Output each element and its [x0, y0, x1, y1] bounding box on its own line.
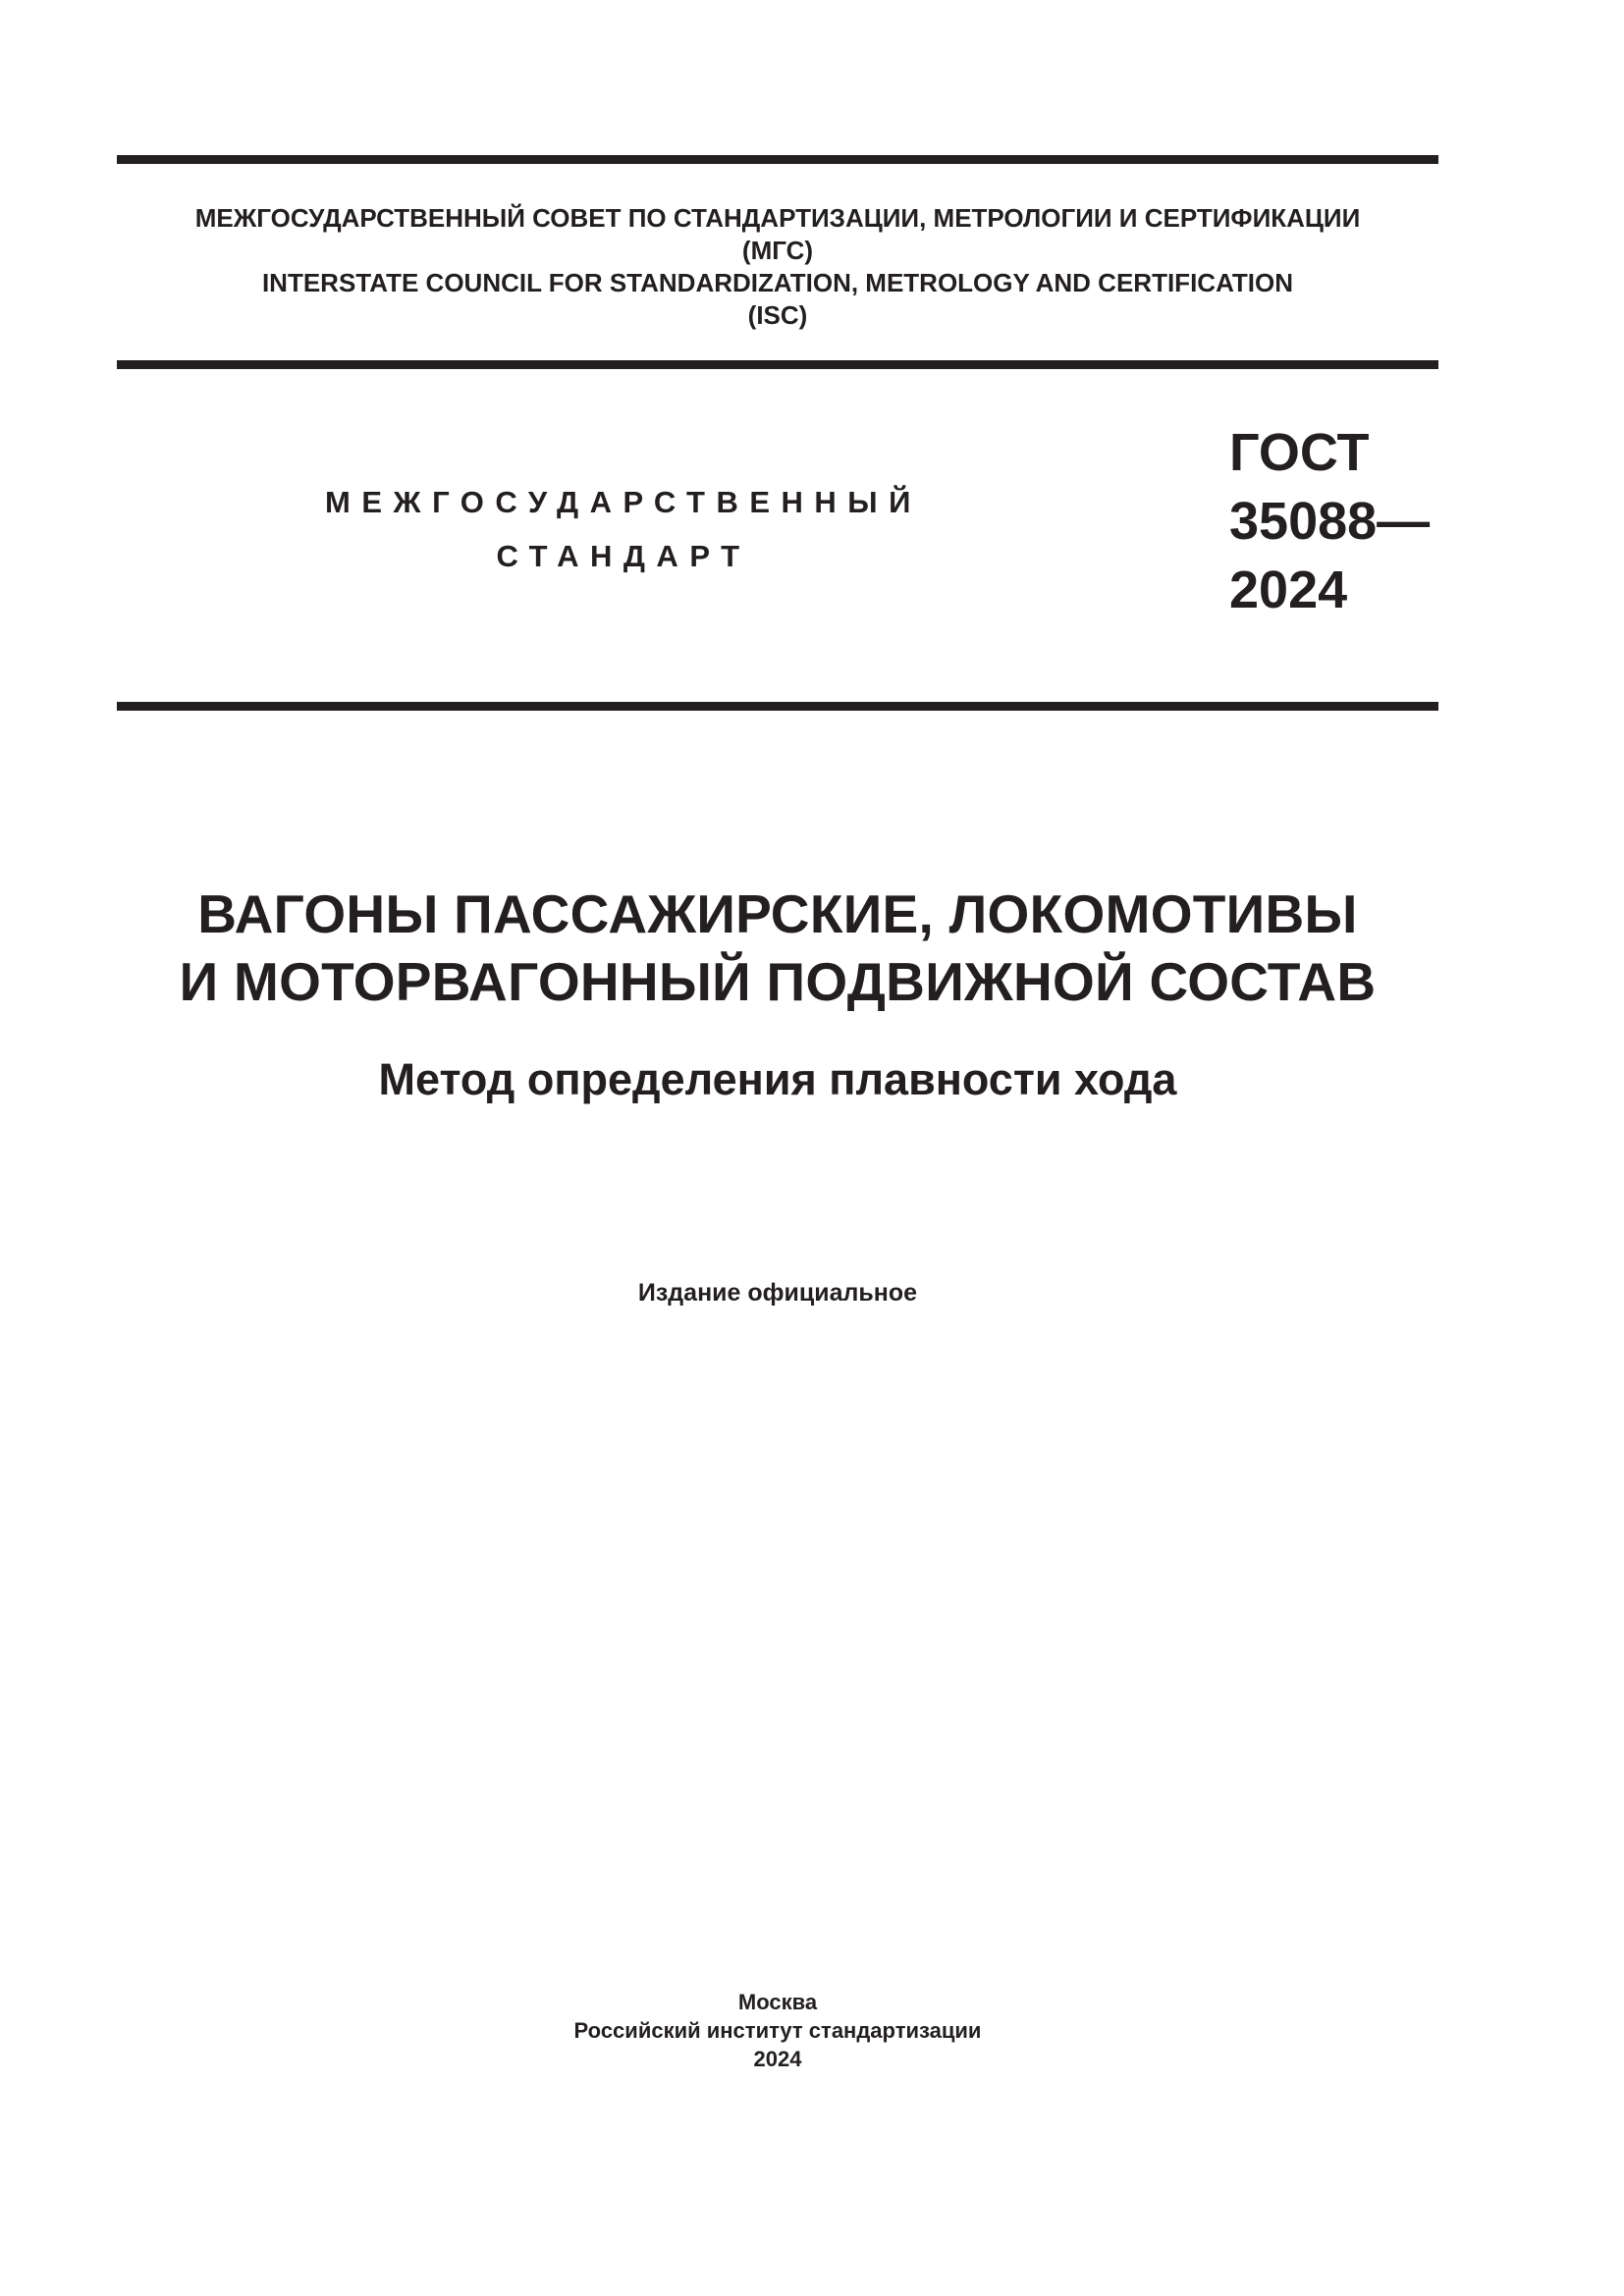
gost-designation: [1229, 418, 1430, 624]
document-subtitle: Метод определения плавности хода: [378, 1054, 1177, 1104]
standard-type-line1: МЕЖГОСУДАРСТВЕННЫЙ: [325, 485, 922, 519]
imprint-year: 2024: [753, 2047, 802, 2071]
gost-year: 2024: [1229, 561, 1348, 619]
imprint: [117, 1988, 1438, 2073]
council-name-ru: МЕЖГОСУДАРСТВЕННЫЙ СОВЕТ ПО СТАНДАРТИЗАЦИИ, МЕТРОЛОГИИ И СЕРТИФИКАЦИИ: [194, 203, 1361, 233]
edition-note: Издание официальное: [637, 1279, 918, 1307]
imprint-publisher: Российский институт стандартизации: [573, 2018, 982, 2043]
gost-number: 35088—: [1229, 492, 1431, 551]
imprint-city: Москва: [737, 1990, 818, 2014]
document-title: [117, 881, 1438, 1016]
gost-label: ГОСТ: [1229, 423, 1370, 482]
bottom-rule: [117, 702, 1438, 711]
document-title-line2: И МОТОРВАГОННЫЙ ПОДВИЖНОЙ СОСТАВ: [179, 951, 1377, 1012]
council-header: [117, 202, 1438, 332]
council-abbr-ru: (МГС): [741, 236, 814, 265]
middle-rule: [117, 360, 1438, 369]
document-title-line1: ВАГОНЫ ПАССАЖИРСКИЕ, ЛОКОМОТИВЫ: [197, 883, 1358, 944]
council-abbr-en: (ISC): [747, 300, 808, 330]
top-rule: [117, 155, 1438, 164]
standard-type-line2: СТАНДАРТ: [496, 539, 751, 573]
standard-type: [295, 475, 952, 583]
council-name-en: INTERSTATE COUNCIL FOR STANDARDIZATION, METROLOGY AND CERTIFICATION: [261, 268, 1294, 297]
